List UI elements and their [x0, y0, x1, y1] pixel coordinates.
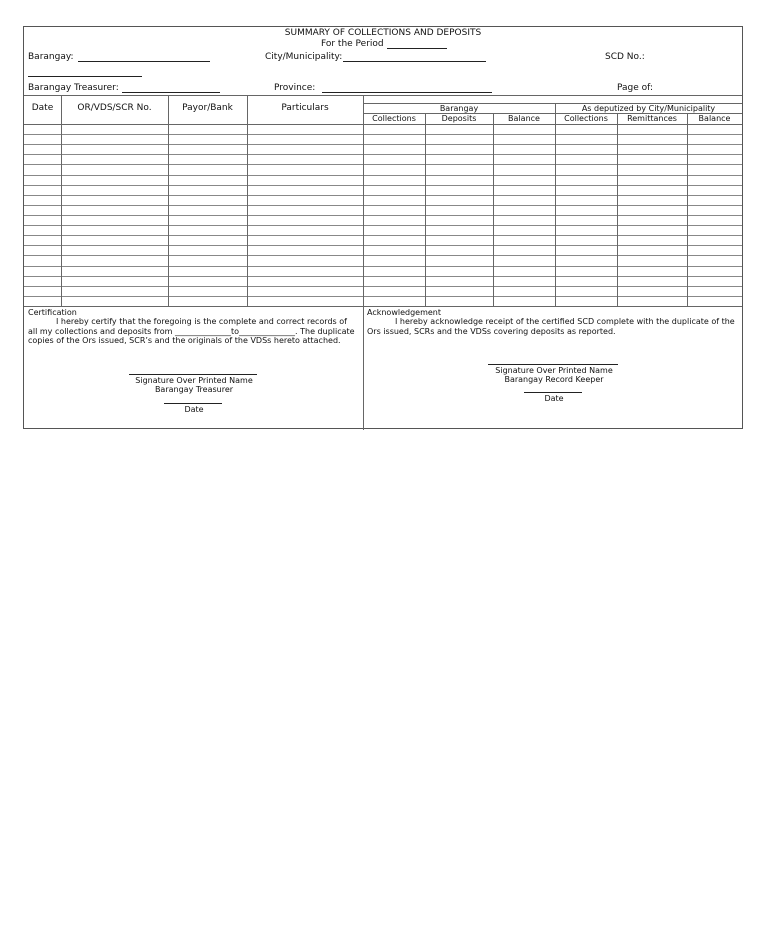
province-field[interactable] — [322, 92, 492, 93]
certification-text: I hereby certify that the foregoing is the complete and correct records of all my collections and deposits from ______________to______________. The duplicate copies of the Ors issued, SCR’s and the originals of the VDSs hereto attached. — [28, 317, 355, 346]
scd-no-label: SCD No.: — [605, 52, 645, 62]
header-bottom-border — [24, 124, 742, 125]
col-brgy-balance: Balance — [508, 114, 540, 123]
table-row-line — [24, 276, 742, 277]
period-label: For the Period — [321, 39, 384, 49]
recordkeeper-role: Barangay Record Keeper — [504, 375, 604, 384]
table-row-line — [24, 225, 742, 226]
col-divider — [687, 113, 688, 306]
table-row-line — [24, 205, 742, 206]
scd-form — [23, 26, 743, 429]
table-row-line — [24, 185, 742, 186]
col-group-deputized: As deputized by City/Municipality — [581, 104, 716, 113]
group-top-line — [363, 103, 742, 104]
col-divider — [555, 103, 556, 306]
treasurer-role: Barangay Treasurer — [154, 385, 234, 394]
certification-heading: Certification — [28, 308, 77, 317]
table-row-line — [24, 296, 742, 297]
col-divider — [425, 113, 426, 306]
col-or-no: OR/VDS/SCR No. — [77, 103, 152, 113]
col-divider — [363, 95, 364, 430]
table-row-line — [24, 144, 742, 145]
recordkeeper-signature-label: Signature Over Printed Name — [495, 366, 613, 375]
col-divider — [247, 95, 248, 306]
treasurer-date-label: Date — [184, 405, 204, 414]
table-row-line — [24, 154, 742, 155]
table-row-line — [24, 164, 742, 165]
col-divider — [493, 113, 494, 306]
recordkeeper-date-line[interactable] — [524, 392, 582, 393]
table-row-line — [24, 286, 742, 287]
col-divider — [617, 113, 618, 306]
recordkeeper-date-label: Date — [544, 394, 564, 403]
extra-line[interactable] — [28, 76, 142, 77]
col-payor: Payor/Bank — [182, 103, 233, 113]
city-label: City/Municipality: — [265, 52, 343, 62]
acknowledgement-text: I hereby acknowledge receipt of the certified SCD complete with the duplicate of the Ors issued, SCRs and the VDSs covering deposits as reported. — [367, 317, 735, 336]
col-date: Date — [31, 103, 54, 113]
col-group-barangay: Barangay — [439, 104, 479, 113]
treasurer-signature-line[interactable] — [129, 374, 257, 375]
city-field[interactable] — [343, 61, 486, 62]
acknowledgement-heading: Acknowledgement — [367, 308, 442, 317]
period-line[interactable] — [387, 48, 447, 49]
table-row-line — [24, 175, 742, 176]
table-bottom-border — [24, 306, 742, 307]
table-row-line — [24, 195, 742, 196]
table-row-line — [24, 245, 742, 246]
table-row-line — [24, 134, 742, 135]
barangay-label: Barangay: — [28, 52, 74, 62]
treasurer-field[interactable] — [122, 92, 220, 93]
barangay-field[interactable] — [78, 61, 210, 62]
form-title: SUMMARY OF COLLECTIONS AND DEPOSITS — [284, 28, 482, 38]
col-brgy-collections: Collections — [372, 114, 416, 123]
col-divider — [168, 95, 169, 306]
table-row-line — [24, 235, 742, 236]
col-dep-collections: Collections — [564, 114, 608, 123]
col-dep-remittances: Remittances — [627, 114, 677, 123]
page-of-label: Page of: — [617, 83, 654, 93]
table-top-border — [24, 95, 742, 96]
col-dep-balance: Balance — [698, 114, 731, 123]
treasurer-date-line[interactable] — [164, 403, 222, 404]
table-row-line — [24, 266, 742, 267]
recordkeeper-signature-line[interactable] — [488, 364, 618, 365]
treasurer-label: Barangay Treasurer: — [28, 83, 119, 93]
col-divider — [61, 95, 62, 306]
col-particulars: Particulars — [281, 103, 329, 113]
province-label: Province: — [274, 83, 316, 93]
table-row-line — [24, 255, 742, 256]
table-row-line — [24, 215, 742, 216]
treasurer-signature-label: Signature Over Printed Name — [135, 376, 253, 385]
col-brgy-deposits: Deposits — [441, 114, 477, 123]
